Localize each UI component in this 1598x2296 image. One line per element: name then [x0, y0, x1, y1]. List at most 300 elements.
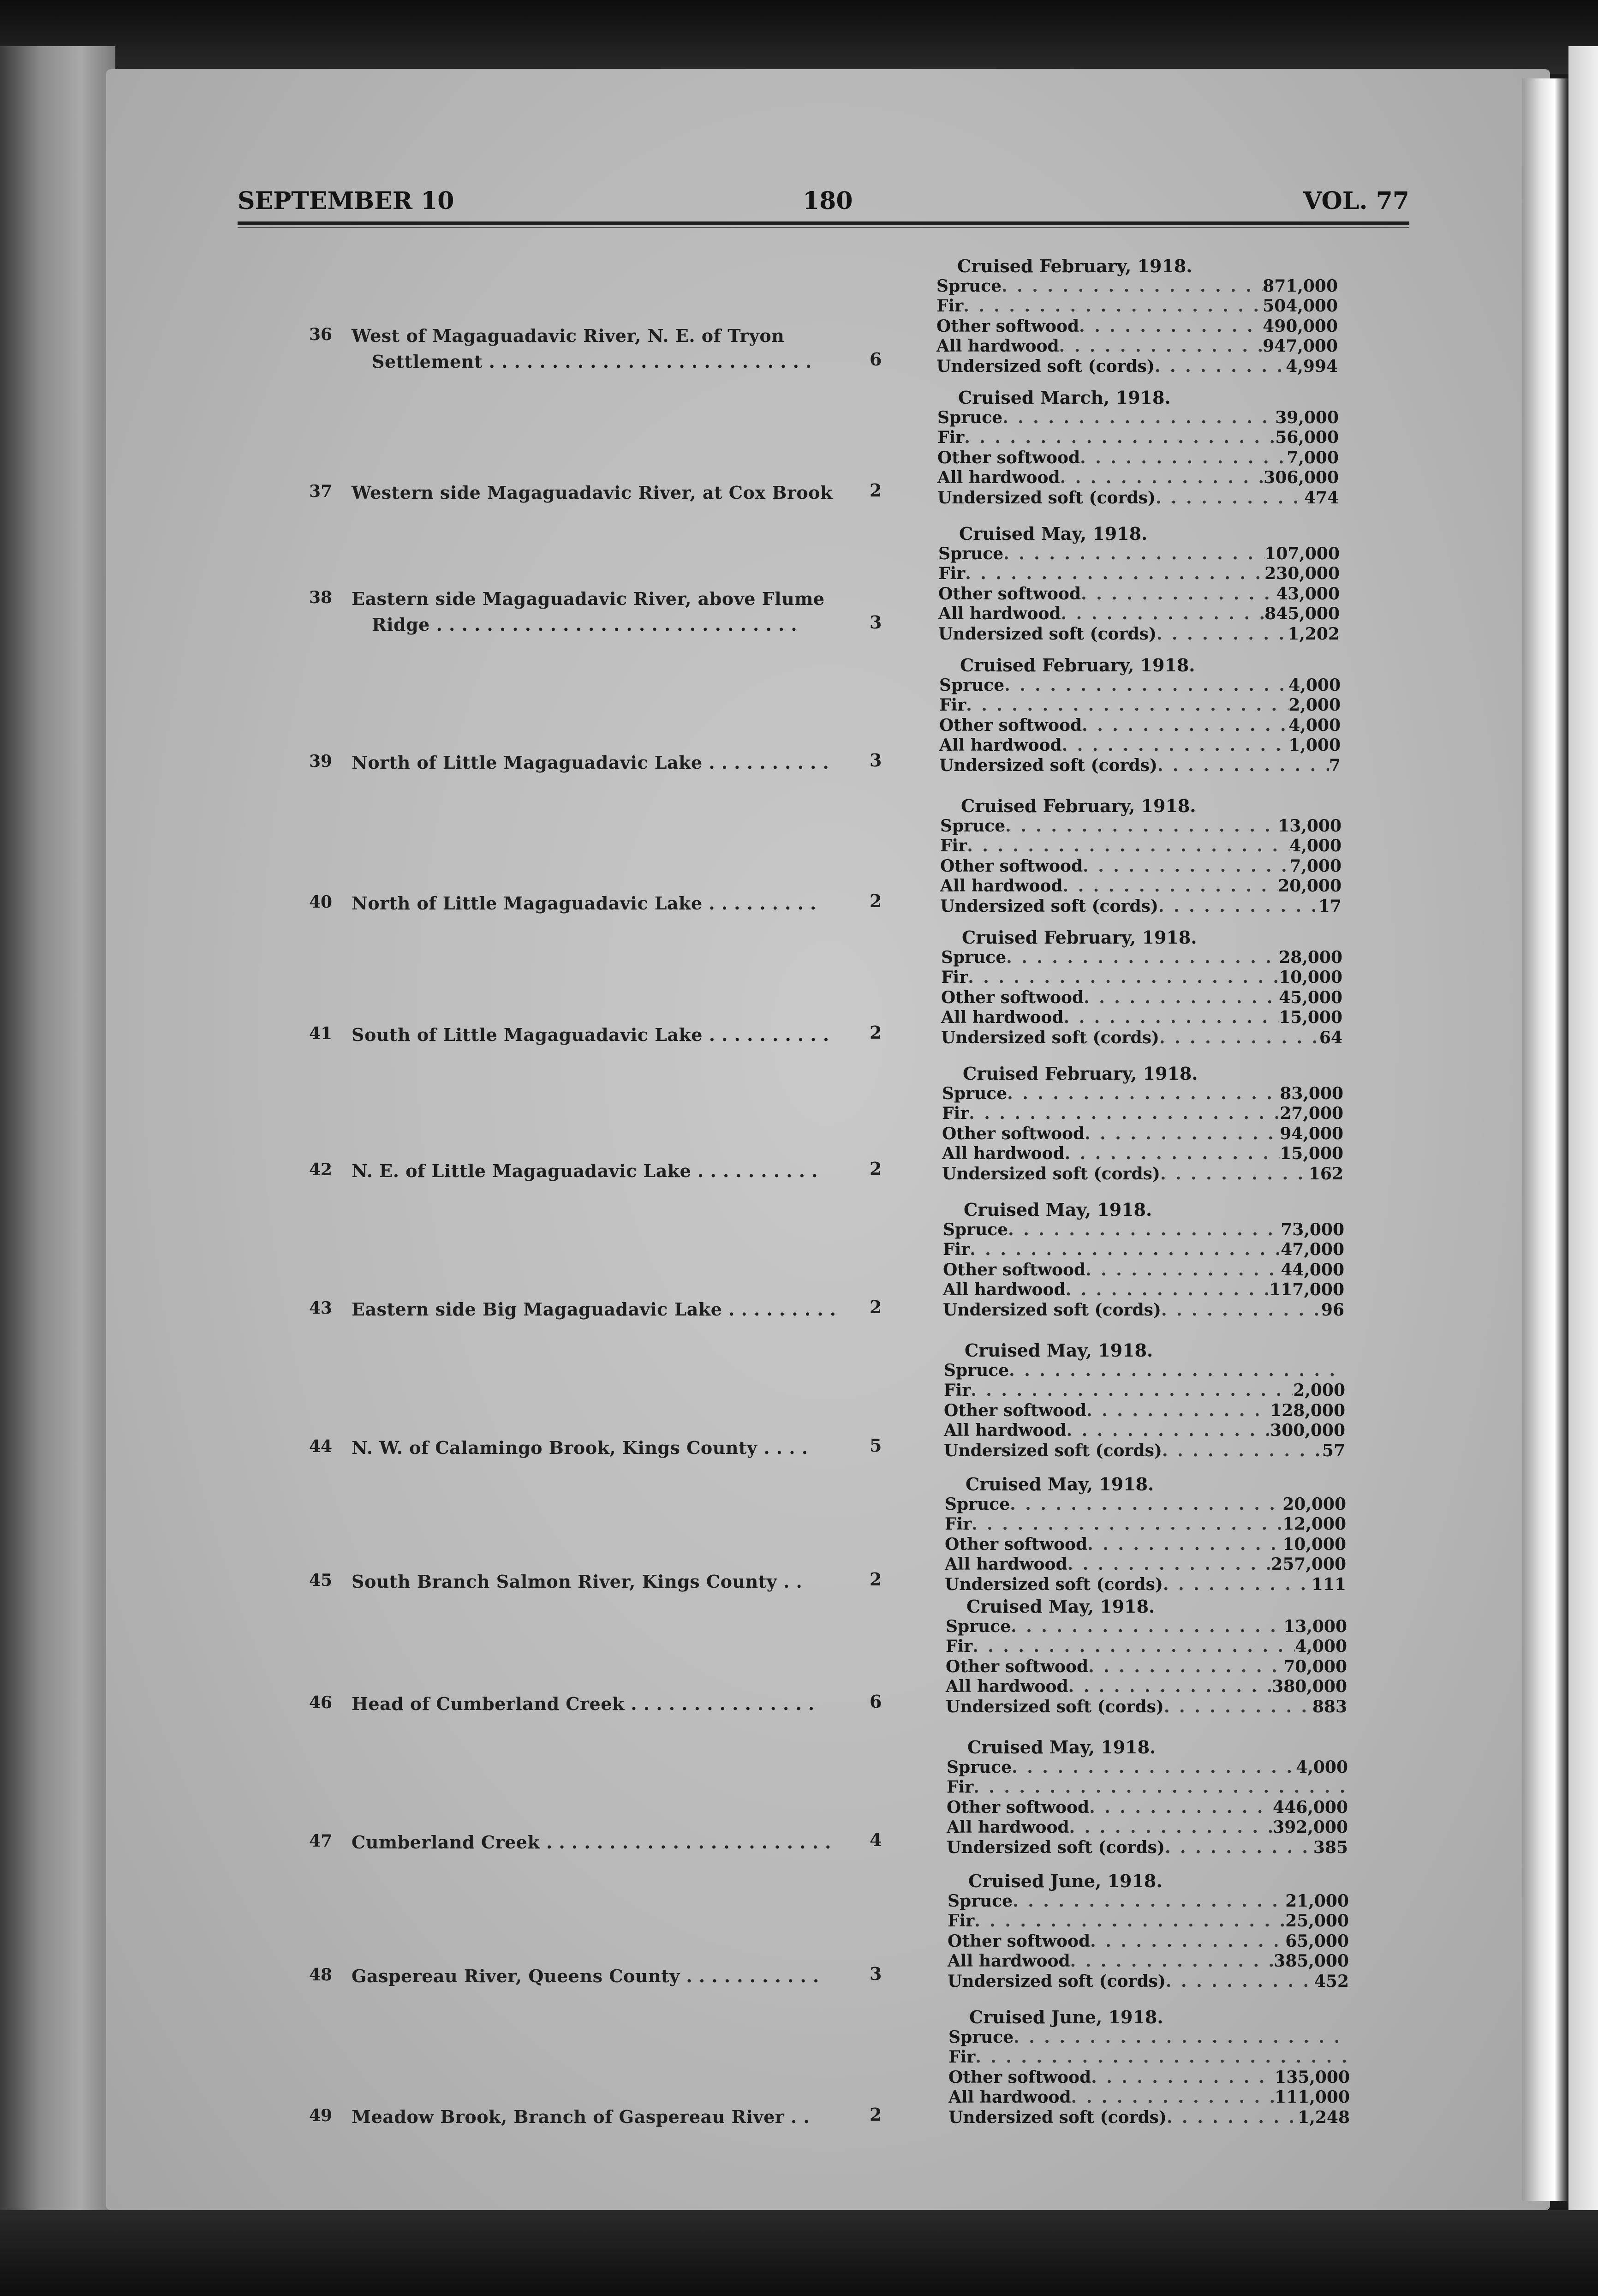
timber-label: Other softwood: [937, 448, 1080, 467]
timber-row-spruce: [940, 816, 1342, 837]
leader-dots: [1085, 1124, 1280, 1144]
timber-row-other: [936, 317, 1338, 337]
timber-row-other: [944, 1401, 1345, 1421]
entry-description: [352, 1691, 841, 1717]
leader-dots: [1069, 1818, 1273, 1838]
leader-dots: [1166, 1972, 1314, 1992]
area-value: 3: [870, 1963, 882, 1984]
timber-row-spruce: [946, 1617, 1347, 1637]
leader-dots: [1163, 1575, 1312, 1595]
timber-label: Spruce: [936, 276, 1002, 296]
timber-label: Spruce: [939, 675, 1005, 695]
timber-value: 385,000: [1274, 1951, 1349, 1971]
timber-row-hardwood: [937, 468, 1339, 488]
entry-description: [352, 1158, 841, 1184]
timber-value: 4,000: [1289, 836, 1342, 856]
timber-row-undersized: [948, 1972, 1349, 1992]
timber-label: Spruce: [945, 1494, 1010, 1514]
timber-row-undersized: [943, 1300, 1344, 1321]
description-line-1: North of Little Magaguadavic Lake . . . . . . . . .: [352, 893, 817, 914]
timber-value: 64: [1319, 1028, 1342, 1047]
cruise-date: Cruised February, 1918.: [960, 655, 1195, 676]
leader-dots: [1089, 1798, 1273, 1818]
timber-row-spruce: [945, 1495, 1346, 1515]
cruise-date: Cruised May, 1918.: [966, 1596, 1155, 1617]
cruise-block: [945, 1474, 1346, 1595]
leader-dots: [1010, 1495, 1282, 1515]
timber-value: 871,000: [1263, 276, 1338, 296]
cruise-date: Cruised May, 1918.: [959, 523, 1148, 544]
timber-label: Fir: [938, 564, 966, 584]
timber-value: 7,000: [1289, 856, 1342, 876]
cruise-date: Cruised May, 1918.: [967, 1737, 1156, 1758]
leader-dots: [975, 2047, 1350, 2068]
timber-value: 96: [1321, 1300, 1344, 1320]
timber-label: Undersized soft (cords): [941, 1028, 1159, 1047]
entry-number: 45: [309, 1571, 333, 1590]
leader-dots: [1013, 1891, 1285, 1912]
leader-dots: [1012, 1758, 1296, 1778]
timber-row-spruce: [942, 1084, 1343, 1104]
timber-value: 73,000: [1281, 1220, 1344, 1239]
leader-dots: [1061, 604, 1265, 624]
timber-value: 1,000: [1288, 735, 1341, 755]
timber-label: All hardwood: [948, 2087, 1071, 2107]
description-line-2: Ridge . . . . . . . . . . . . . . . . . . . . . . . . . . . . .: [372, 614, 798, 635]
leader-dots: [1082, 716, 1288, 736]
timber-label: Other softwood: [947, 1797, 1090, 1817]
timber-label: Other softwood: [946, 1656, 1089, 1676]
cruise-date: Cruised March, 1918.: [958, 387, 1171, 408]
timber-value: 306,000: [1264, 468, 1339, 488]
leader-dots: [1064, 1008, 1279, 1028]
area-value: 4: [870, 1830, 882, 1850]
leader-dots: [1164, 1697, 1312, 1717]
timber-label: Spruce: [948, 1891, 1013, 1911]
leader-dots: [1165, 1838, 1313, 1858]
timber-label: Fir: [944, 1381, 971, 1400]
timber-row-fir: [948, 1911, 1349, 1931]
timber-label: Fir: [945, 1514, 972, 1534]
timber-value: 4,000: [1296, 1757, 1348, 1777]
area-value: 2: [870, 1297, 882, 1317]
timber-value: 230,000: [1264, 564, 1340, 584]
timber-value: 4,000: [1295, 1637, 1347, 1656]
timber-label: Spruce: [937, 407, 1003, 427]
timber-row-other: [939, 716, 1341, 736]
timber-label: Spruce: [946, 1616, 1011, 1636]
timber-value: 474: [1304, 488, 1339, 508]
entry-description: [352, 480, 841, 506]
timber-row-other: [937, 448, 1339, 468]
timber-value: 4,994: [1286, 356, 1338, 376]
area-value: 2: [870, 2104, 882, 2125]
entry-description: [352, 2104, 841, 2130]
header-rule-thin: [238, 227, 1409, 228]
leader-dots: [1008, 1220, 1281, 1240]
leader-dots: [1167, 2108, 1298, 2128]
leader-dots: [974, 1911, 1285, 1931]
timber-row-undersized: [948, 2108, 1350, 2128]
leader-dots: [964, 428, 1275, 448]
timber-label: Undersized soft (cords): [945, 1574, 1163, 1594]
timber-value: 117,000: [1269, 1280, 1344, 1300]
entry-number: 43: [309, 1298, 333, 1318]
timber-row-other: [940, 856, 1342, 877]
entry-number: 47: [309, 1831, 333, 1851]
timber-label: Fir: [943, 1240, 970, 1260]
timber-value: 4,000: [1288, 715, 1341, 735]
area-value: 2: [870, 1022, 882, 1043]
leader-dots: [1070, 1951, 1274, 1972]
leader-dots: [968, 968, 1279, 988]
entry-number: 37: [309, 482, 333, 501]
timber-row-other: [941, 988, 1342, 1008]
timber-row-spruce: [941, 948, 1342, 968]
timber-label: Other softwood: [944, 1400, 1087, 1420]
timber-row-other: [946, 1657, 1347, 1677]
entry-description: [352, 323, 841, 375]
leader-dots: [972, 1637, 1295, 1657]
timber-row-hardwood: [945, 1555, 1346, 1575]
timber-value: 10,000: [1282, 1534, 1346, 1554]
timber-row-hardwood: [943, 1280, 1344, 1300]
leader-dots: [1059, 336, 1263, 357]
timber-row-other: [938, 584, 1340, 604]
leader-dots: [1155, 357, 1286, 377]
timber-label: All hardwood: [942, 1144, 1065, 1164]
timber-value: 13,000: [1278, 816, 1342, 836]
timber-row-hardwood: [944, 1421, 1345, 1441]
timber-value: 15,000: [1280, 1144, 1343, 1164]
timber-value: 57: [1322, 1441, 1345, 1460]
timber-value: 4,000: [1288, 675, 1341, 695]
timber-label: All hardwood: [941, 1008, 1064, 1028]
timber-label: Spruce: [947, 1757, 1012, 1777]
timber-label: Spruce: [944, 1360, 1009, 1380]
leader-dots: [1162, 1441, 1322, 1461]
timber-value: 128,000: [1270, 1400, 1345, 1420]
entry-number: 49: [309, 2106, 333, 2125]
timber-value: 65,000: [1285, 1931, 1349, 1951]
leader-dots: [1014, 2027, 1350, 2048]
timber-row-hardwood: [939, 735, 1341, 756]
leader-dots: [1011, 1617, 1283, 1637]
entry-number: 36: [309, 325, 333, 344]
timber-value: 39,000: [1275, 407, 1339, 427]
area-value: 5: [870, 1435, 882, 1456]
leader-dots: [1003, 544, 1264, 564]
entry-description: [352, 1830, 841, 1855]
leader-dots: [973, 1777, 1348, 1798]
timber-row-hardwood: [946, 1677, 1347, 1697]
running-header: [238, 187, 1409, 224]
timber-label: Fir: [936, 296, 964, 316]
timber-label: Other softwood: [943, 1260, 1086, 1280]
cruise-block: [947, 1737, 1348, 1858]
cruise-date: Cruised February, 1918.: [963, 1063, 1198, 1084]
timber-row-spruce: [938, 544, 1340, 564]
timber-row-hardwood: [948, 1951, 1349, 1972]
leader-dots: [1157, 624, 1288, 645]
description-line-1: N. E. of Little Magaguadavic Lake . . . . . . . . . .: [352, 1160, 818, 1181]
timber-value: 947,000: [1263, 336, 1338, 356]
entry-description: [352, 1963, 841, 1989]
timber-value: 17: [1318, 896, 1342, 916]
leader-dots: [1063, 876, 1278, 897]
timber-value: 44,000: [1281, 1260, 1344, 1280]
timber-row-undersized: [945, 1575, 1346, 1595]
timber-row-spruce: [936, 276, 1338, 297]
timber-label: Other softwood: [939, 715, 1082, 735]
leader-dots: [1090, 1931, 1285, 1952]
timber-row-hardwood: [938, 604, 1340, 624]
timber-row-spruce: [943, 1220, 1344, 1240]
leader-dots: [1084, 988, 1279, 1008]
timber-row-fir: [940, 836, 1342, 856]
leader-dots: [970, 1240, 1281, 1260]
timber-label: Fir: [941, 968, 968, 987]
timber-label: Other softwood: [942, 1124, 1085, 1143]
timber-label: Other softwood: [941, 987, 1084, 1007]
timber-value: 1,248: [1298, 2107, 1350, 2127]
timber-value: 257,000: [1271, 1555, 1346, 1574]
cruise-block: [937, 388, 1339, 508]
page-fold-shadow: [1522, 78, 1568, 2201]
timber-row-undersized: [944, 1441, 1345, 1461]
entry-description: [352, 1297, 841, 1322]
timber-label: Fir: [937, 428, 965, 448]
timber-label: All hardwood: [948, 1951, 1070, 1971]
timber-label: Undersized soft (cords): [940, 896, 1158, 916]
timber-label: Undersized soft (cords): [942, 1164, 1160, 1184]
entry-number: 41: [309, 1024, 333, 1043]
cruise-block: [940, 796, 1342, 917]
timber-label: Undersized soft (cords): [936, 356, 1155, 376]
timber-value: 21,000: [1285, 1891, 1349, 1911]
timber-label: Fir: [939, 695, 966, 715]
description-line-1: N. W. of Calamingo Brook, Kings County . . . .: [352, 1437, 808, 1458]
leader-dots: [1085, 1260, 1281, 1280]
cruise-block: [943, 1200, 1344, 1321]
timber-label: Undersized soft (cords): [937, 488, 1156, 508]
leader-dots: [1083, 856, 1289, 877]
leader-dots: [1087, 1535, 1282, 1555]
timber-row-undersized: [942, 1164, 1343, 1184]
timber-label: Spruce: [938, 544, 1004, 563]
timber-label: Fir: [947, 1777, 974, 1797]
cruise-date: Cruised February, 1918.: [962, 927, 1197, 948]
timber-row-undersized: [939, 756, 1341, 776]
timber-value: 2,000: [1288, 695, 1341, 715]
leader-dots: [1067, 1421, 1270, 1441]
timber-row-other: [947, 1798, 1348, 1818]
timber-row-fir: [947, 1777, 1348, 1798]
leader-dots: [1091, 2068, 1275, 2088]
timber-label: Undersized soft (cords): [943, 1300, 1161, 1320]
leader-dots: [1159, 1028, 1319, 1048]
timber-row-undersized: [947, 1838, 1348, 1858]
leader-dots: [1065, 1144, 1280, 1164]
leader-dots: [1079, 317, 1263, 337]
area-value: 3: [870, 612, 882, 633]
timber-label: All hardwood: [943, 1280, 1066, 1300]
leader-dots: [971, 1381, 1293, 1401]
timber-row-fir: [938, 564, 1340, 584]
timber-label: Spruce: [942, 1083, 1008, 1103]
timber-value: 13,000: [1283, 1616, 1347, 1636]
description-line-1: West of Magaguadavic River, N. E. of Tryon: [352, 325, 785, 346]
leader-dots: [1062, 735, 1289, 756]
description-line-1: Cumberland Creek . . . . . . . . . . . . . . . . . . . . . . .: [352, 1832, 831, 1853]
timber-value: 15,000: [1279, 1008, 1342, 1028]
timber-value: 162: [1308, 1164, 1343, 1184]
cruise-block: [941, 927, 1342, 1048]
timber-label: All hardwood: [945, 1555, 1067, 1574]
cruise-block: [944, 1340, 1345, 1461]
cruise-block: [946, 1596, 1347, 1717]
timber-label: Spruce: [948, 2027, 1014, 2047]
timber-value: 883: [1312, 1697, 1347, 1716]
entry-number: 48: [309, 1965, 333, 1985]
area-value: 2: [870, 891, 882, 911]
timber-row-fir: [946, 1637, 1347, 1657]
leader-dots: [1007, 1084, 1280, 1104]
timber-value: 12,000: [1282, 1514, 1346, 1534]
timber-row-fir: [945, 1514, 1346, 1535]
description-line-1: Western side Magaguadavic River, at Cox Brook: [352, 482, 833, 503]
timber-label: Undersized soft (cords): [939, 755, 1157, 775]
area-value: 6: [870, 349, 882, 370]
timber-row-fir: [937, 428, 1339, 448]
timber-label: Fir: [948, 2047, 976, 2067]
leader-dots: [966, 695, 1288, 716]
timber-label: All hardwood: [947, 1818, 1069, 1837]
timber-value: 385: [1313, 1837, 1348, 1857]
timber-row-other: [948, 2068, 1350, 2088]
leader-dots: [972, 1514, 1282, 1535]
leader-dots: [1002, 408, 1275, 428]
timber-value: 107,000: [1264, 544, 1340, 563]
cruise-block: [942, 1064, 1343, 1184]
timber-label: All hardwood: [938, 604, 1061, 624]
timber-row-fir: [939, 695, 1341, 716]
timber-value: 452: [1314, 1971, 1349, 1991]
cruise-date: Cruised May, 1918.: [966, 1474, 1154, 1495]
leader-dots: [1161, 1300, 1321, 1321]
timber-value: 10,000: [1279, 968, 1342, 987]
entry-number: 46: [309, 1693, 333, 1712]
scan-top-border: [0, 0, 1598, 74]
entry-number: 40: [309, 892, 333, 912]
timber-label: All hardwood: [946, 1677, 1068, 1697]
entry-description: [352, 586, 841, 638]
timber-row-other: [943, 1260, 1344, 1280]
timber-label: Spruce: [941, 947, 1007, 967]
timber-row-other: [948, 1931, 1349, 1952]
timber-label: Other softwood: [945, 1534, 1088, 1554]
leader-dots: [963, 296, 1263, 317]
timber-row-spruce: [947, 1758, 1348, 1778]
timber-value: 1,202: [1288, 624, 1340, 644]
description-line-1: South of Little Magaguadavic Lake . . . . . . . . . .: [352, 1024, 829, 1045]
timber-label: Spruce: [940, 816, 1006, 836]
timber-value: 446,000: [1273, 1797, 1348, 1817]
description-line-1: North of Little Magaguadavic Lake . . . . . . . . . .: [352, 752, 829, 773]
description-line-1: Gaspereau River, Queens County . . . . . . . . . . .: [352, 1966, 819, 1986]
cruise-block: [938, 524, 1340, 645]
area-value: 2: [870, 480, 882, 501]
leader-dots: [967, 836, 1289, 856]
description-line-1: Eastern side Magaguadavic River, above Flume: [352, 588, 825, 609]
timber-row-other: [942, 1124, 1343, 1144]
timber-label: Undersized soft (cords): [944, 1441, 1162, 1460]
timber-label: Fir: [942, 1104, 969, 1124]
description-line-1: South Branch Salmon River, Kings County . .: [352, 1571, 803, 1592]
timber-label: Fir: [946, 1637, 973, 1656]
leader-dots: [1066, 1280, 1270, 1300]
timber-value: 490,000: [1263, 316, 1338, 336]
timber-value: 392,000: [1273, 1818, 1348, 1837]
timber-value: 56,000: [1275, 428, 1339, 448]
timber-value: 380,000: [1272, 1677, 1347, 1697]
timber-row-undersized: [946, 1697, 1347, 1717]
timber-row-hardwood: [947, 1818, 1348, 1838]
timber-label: Spruce: [943, 1220, 1008, 1239]
next-page-strip: [1568, 46, 1598, 2261]
entry-description: [352, 750, 841, 776]
page-number: 180: [803, 187, 853, 215]
leader-dots: [1086, 1401, 1270, 1421]
timber-row-hardwood: [940, 876, 1342, 897]
leader-dots: [1088, 1657, 1283, 1677]
leader-dots: [1004, 676, 1288, 696]
timber-row-fir: [948, 2047, 1350, 2068]
timber-value: 135,000: [1275, 2067, 1350, 2087]
timber-row-fir: [936, 296, 1338, 317]
timber-value: 2,000: [1293, 1381, 1345, 1400]
leader-dots: [1068, 1677, 1272, 1697]
description-line-1: Meadow Brook, Branch of Gaspereau River . .: [352, 2106, 810, 2127]
leader-dots: [1005, 816, 1278, 837]
timber-label: Fir: [948, 1911, 975, 1931]
header-rule: [238, 221, 1409, 225]
book-page-edges: [0, 46, 115, 2215]
entry-description: [352, 1022, 841, 1048]
timber-label: Other softwood: [948, 1931, 1091, 1951]
cruise-date: Cruised June, 1918.: [969, 2007, 1163, 2027]
cruise-block: [936, 256, 1338, 377]
timber-value: 504,000: [1263, 296, 1338, 316]
cruise-date: Cruised June, 1918.: [968, 1871, 1163, 1891]
leader-dots: [1158, 897, 1318, 917]
timber-row-fir: [941, 968, 1342, 988]
timber-row-hardwood: [941, 1008, 1342, 1028]
description-line-2: Settlement . . . . . . . . . . . . . . . . . . . . . . . . . .: [372, 351, 812, 372]
leader-dots: [1009, 1361, 1345, 1381]
cruise-block: [939, 655, 1341, 776]
timber-row-hardwood: [936, 336, 1338, 357]
leader-dots: [969, 1104, 1280, 1124]
entry-number: 38: [309, 588, 333, 607]
leader-dots: [1006, 948, 1279, 968]
leader-dots: [965, 564, 1264, 584]
timber-row-hardwood: [948, 2087, 1350, 2108]
timber-label: Other softwood: [936, 316, 1079, 336]
timber-value: 45,000: [1279, 987, 1342, 1007]
leader-dots: [1081, 584, 1276, 604]
timber-value: 20,000: [1278, 876, 1342, 896]
